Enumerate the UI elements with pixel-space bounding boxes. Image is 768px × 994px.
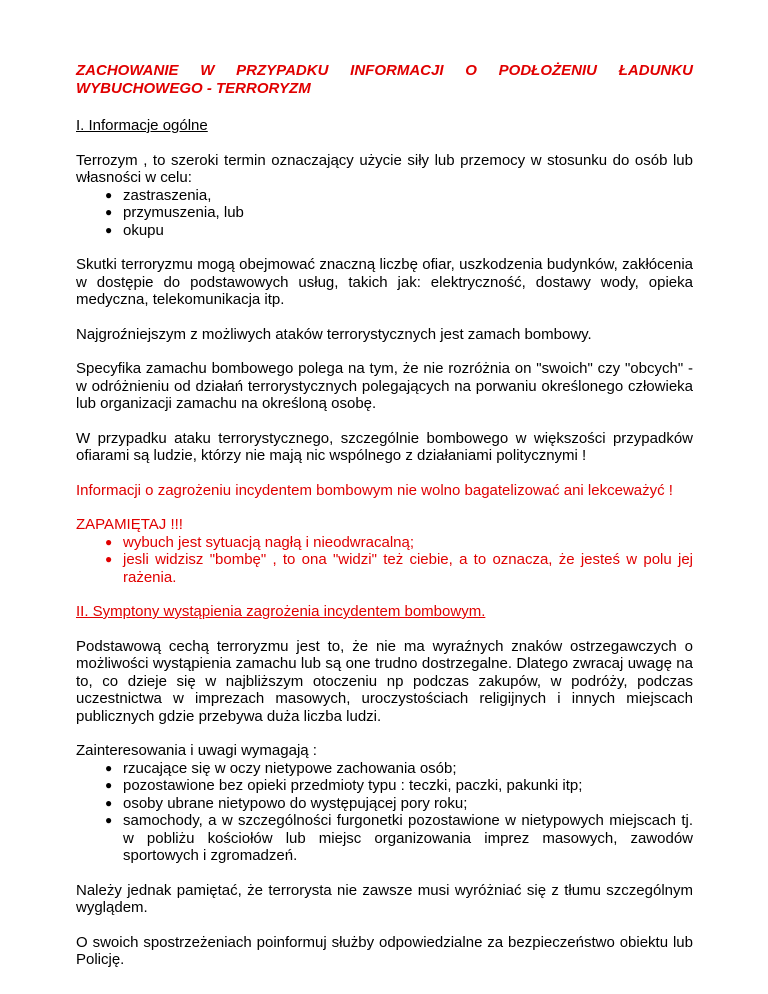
bullet-icon: ● <box>105 778 113 792</box>
list-item: ● pozostawione bez opieki przedmioty typu : teczki, paczki, pakunki itp; <box>105 777 583 794</box>
title-word: PODŁOŻENIU <box>498 62 598 79</box>
title-word: PRZYPADKU <box>236 62 329 79</box>
warning-paragraph: Informacji o zagrożeniu incydentem bombowym nie wolno bagatelizować ani lekceważyć ! <box>76 481 673 499</box>
bullet-icon: ● <box>105 552 113 566</box>
title-line-2: WYBUCHOWEGO - TERRORYZM <box>76 80 311 97</box>
bombing-specifics-paragraph: Specyfika zamachu bombowego polega na tym, że nie rozróżnia on "swoich" czy "obcych" - w odróżnieniu od działań terrorystycznych polegających na porwaniu określonego człowieka lub organizacji zamachu na określoną osobę. <box>76 360 693 412</box>
bullet-icon: ● <box>105 760 113 775</box>
list-item: ● okupu <box>105 221 164 239</box>
title-word: ZACHOWANIE <box>76 62 179 79</box>
victims-paragraph: W przypadku ataku terrorystycznego, szczególnie bombowego w większości przypadków ofiarami są ludzie, którzy nie mają nic wspólnego z działaniami politycznymi ! <box>76 429 693 464</box>
title-word: O <box>465 62 477 79</box>
title-word: W <box>200 62 215 79</box>
bullet-icon: ● <box>105 813 113 827</box>
bullet-icon: ● <box>105 205 113 219</box>
list-item: ● rzucające się w oczy nietypowe zachowania osób; <box>105 759 457 777</box>
remember-label: ZAPAMIĘTAJ !!! <box>76 516 183 533</box>
bullet-icon: ● <box>105 534 113 549</box>
report-paragraph: O swoich spostrzeżeniach poinformuj służby odpowiedzialne za bezpieczeństwo obiektu lub Policję. <box>76 933 693 968</box>
remember-list <box>76 534 693 587</box>
effects-paragraph: Skutki terroryzmu mogą obejmować znaczną liczbę ofiar, uszkodzenia budynków, zakłócenia w dostępie do podstawowych usług, takich jak: elektryczność, dostawy wody, opieka medyczna, telekomunikacja itp. <box>76 256 693 308</box>
bullet-icon: ● <box>105 222 113 237</box>
list-item: ● przymuszenia, lub <box>105 204 244 221</box>
title-word: INFORMACJI <box>350 62 444 79</box>
title-line-1 <box>76 62 693 80</box>
goals-list <box>76 187 693 240</box>
list-item: ● samochody, a w szczególności furgonetki pozostawione w nietypowych miejscach tj. w pobliżu kościołów lub miejsc organizowania imprez masowych, zawodów sportowych i zgromadzeń. <box>105 812 693 864</box>
document-title <box>76 62 693 98</box>
document-page <box>76 62 693 969</box>
section-1-heading: I. Informacje ogólne <box>76 117 208 134</box>
list-item: ● osoby ubrane nietypowo do występującej pory roku; <box>105 794 468 812</box>
list-item: ● jesli widzisz "bombę" , to ona "widzi" też ciebie, a to oznacza, że jesteś w polu jej rażenia. <box>105 551 693 586</box>
list-item: ● wybuch jest sytuacją nagłą i nieodwracalną; <box>105 533 414 551</box>
title-word: ŁADUNKU <box>618 62 693 79</box>
section-2-heading: II. Symptony wystąpienia zagrożenia incydentem bombowym. <box>76 603 486 620</box>
terrorist-appearance-paragraph: Należy jednak pamiętać, że terrorysta nie zawsze musi wyróżniać się z tłumu szczególnym wyglądem. <box>76 881 693 916</box>
attention-list <box>76 760 693 865</box>
bullet-icon: ● <box>105 795 113 810</box>
attention-label: Zainteresowania i uwagi wymagają : <box>76 742 317 759</box>
intro-paragraph: Terrozym , to szeroki termin oznaczający użycie siły lub przemocy w stosunku do osób lub własności w celu: <box>76 151 693 186</box>
list-item: ● zastraszenia, <box>105 186 212 204</box>
bullet-icon: ● <box>105 187 113 202</box>
key-feature-paragraph: Podstawową cechą terroryzmu jest to, że nie ma wyraźnych znaków ostrzegawczych o możliwości wystąpienia zamachu lub są one trudno dostrzegalne. Dlatego zwracaj uwagę na to, co dzieje się w najbliższym otoczeniu np podczas zakupów, w podróży, podczas uczestnictwa w imprezach masowych, uroczystościach religijnych i innych miejscach publicznych gdzie przebywa duża liczba ludzi. <box>76 637 693 725</box>
most-dangerous-paragraph: Najgroźniejszym z możliwych ataków terrorystycznych jest zamach bombowy. <box>76 325 592 343</box>
